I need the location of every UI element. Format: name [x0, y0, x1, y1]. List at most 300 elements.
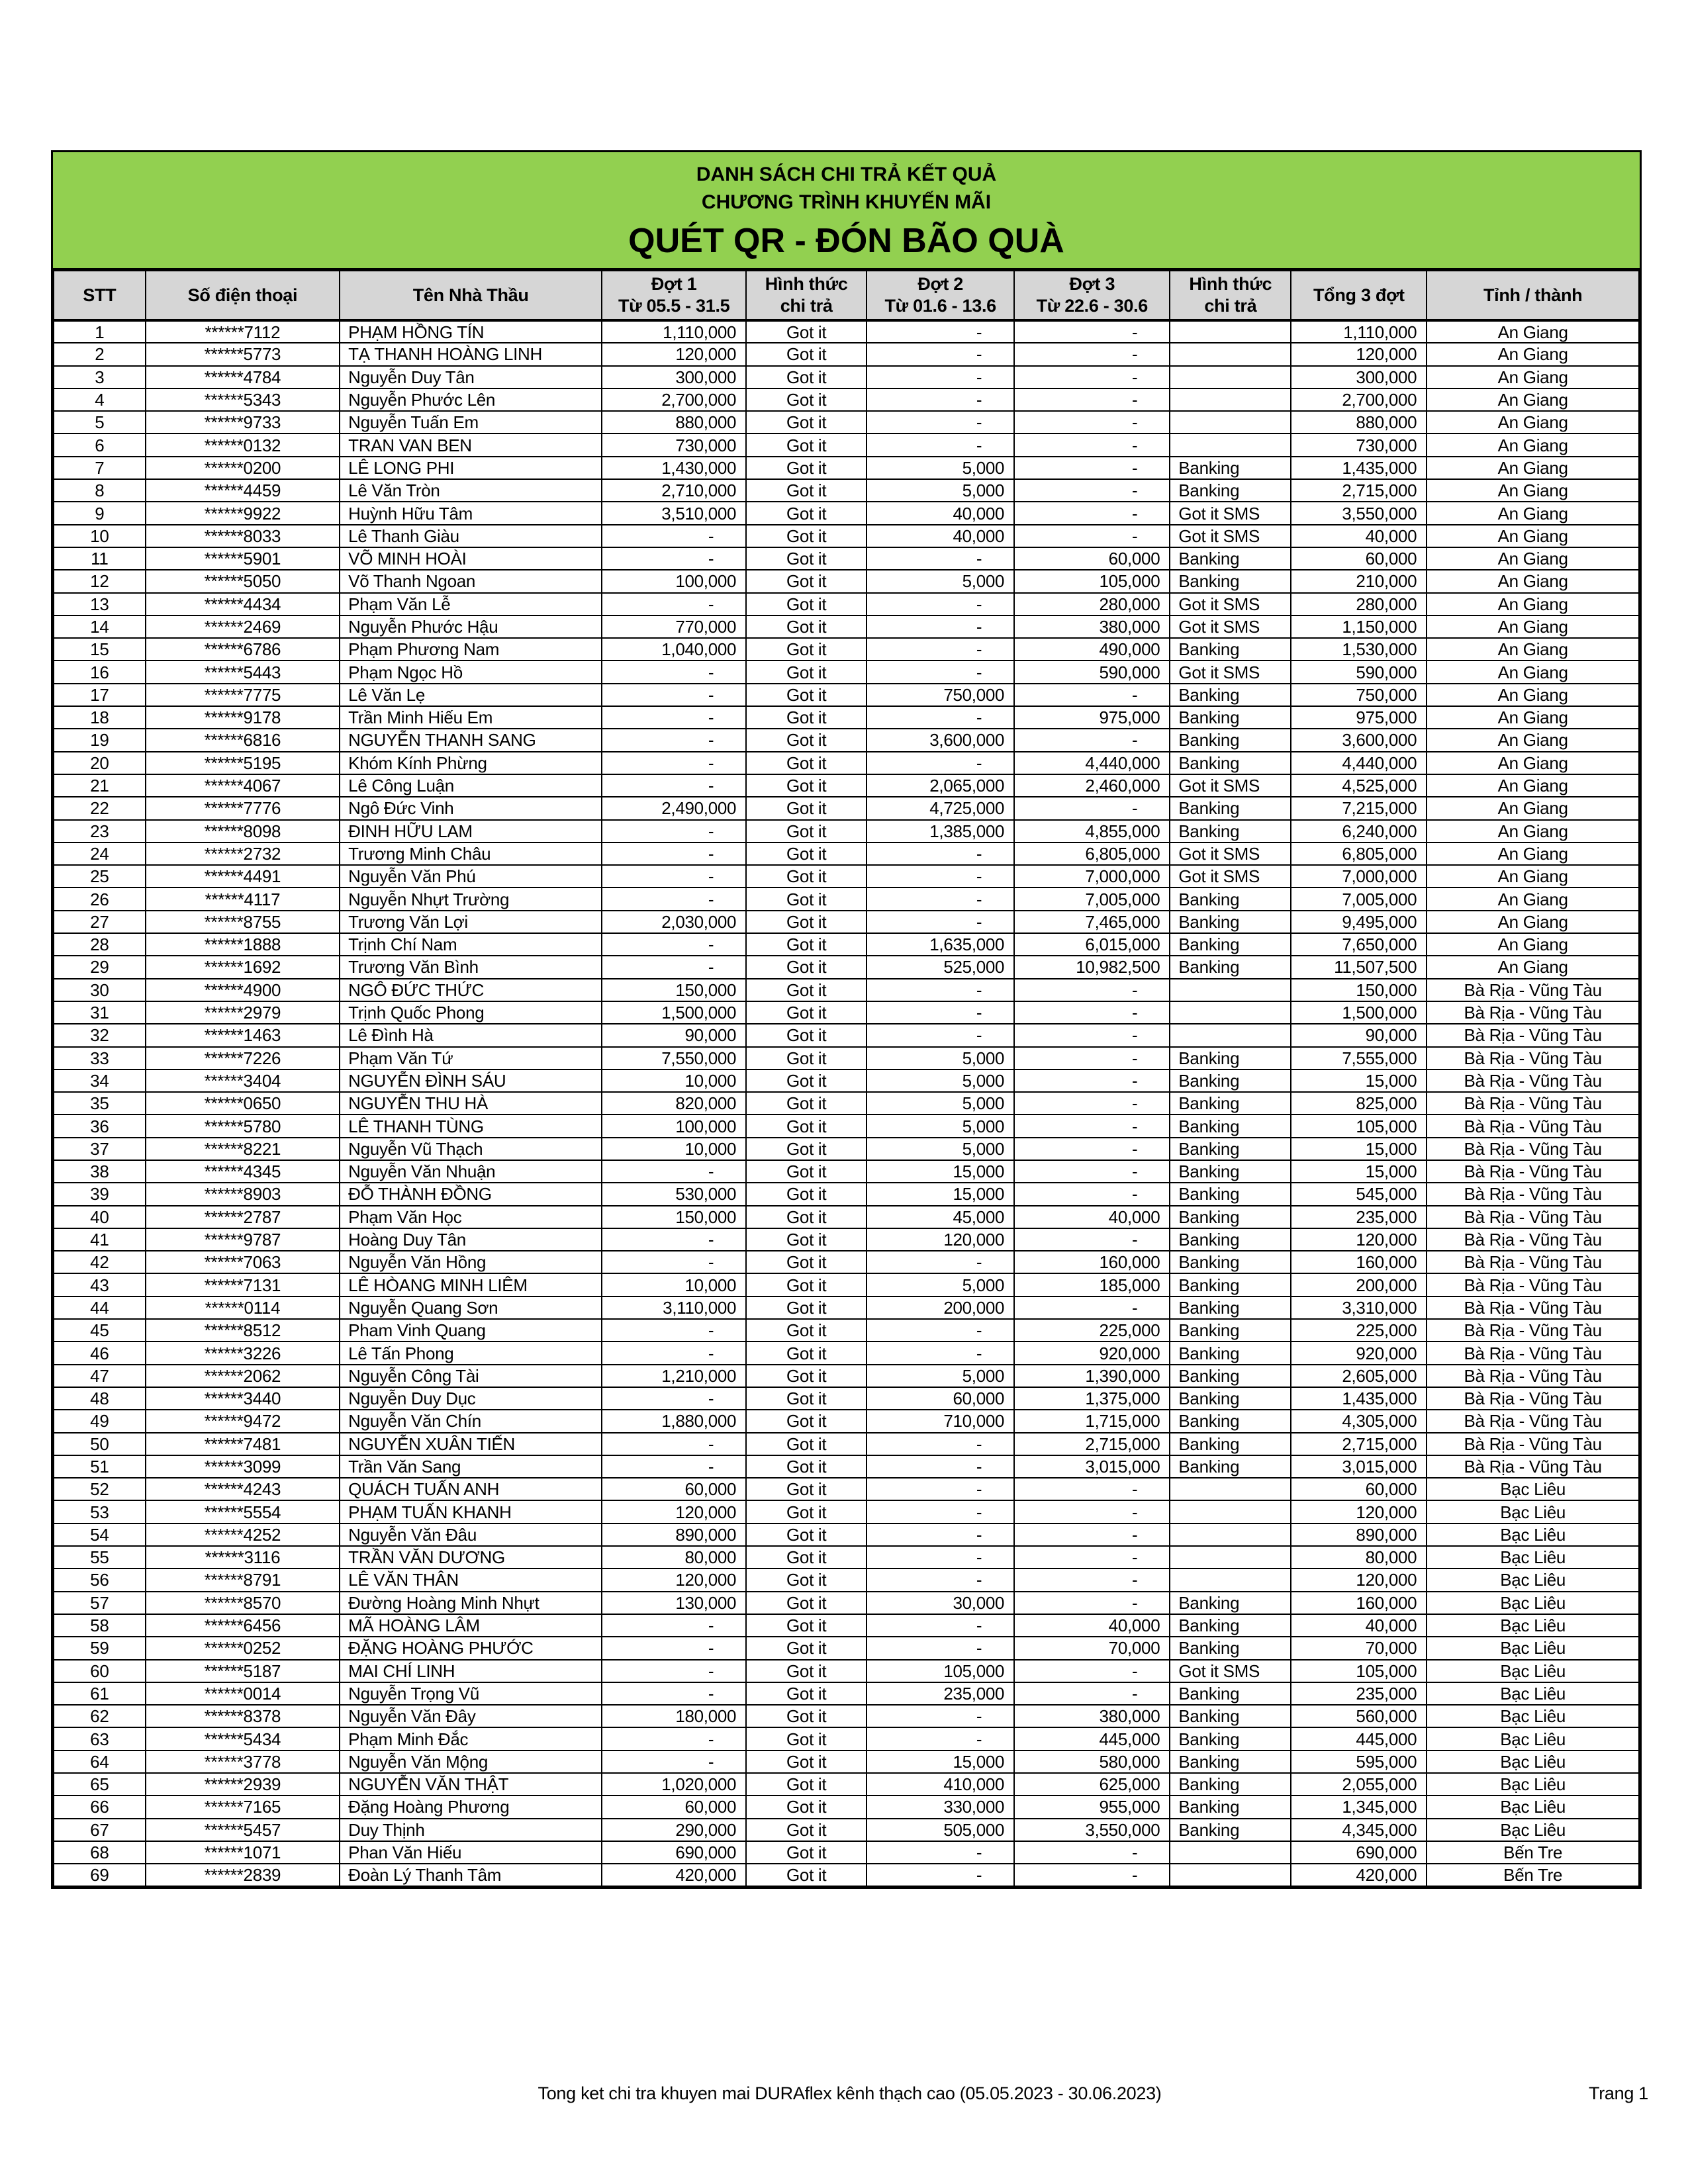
cell-phone: ******7131 — [146, 1273, 340, 1296]
cell-payment-method-2 — [1170, 411, 1291, 433]
table-row — [54, 1183, 1639, 1205]
cell-period3-amount: - — [1014, 1297, 1170, 1319]
cell-total-amount: 6,805,000 — [1291, 842, 1427, 865]
table-row — [54, 1273, 1639, 1296]
cell-payment-method-1: Got it — [746, 1500, 867, 1523]
cell-stt: 64 — [54, 1751, 146, 1773]
cell-payment-method-2: Banking — [1170, 570, 1291, 592]
cell-total-amount: 4,305,000 — [1291, 1410, 1427, 1432]
table-row — [54, 1705, 1639, 1727]
table-row — [54, 684, 1639, 706]
cell-total-amount: 60,000 — [1291, 1478, 1427, 1500]
cell-period1-amount: - — [602, 729, 746, 751]
cell-period3-amount: - — [1014, 1478, 1170, 1500]
cell-period1-amount: 10,000 — [602, 1069, 746, 1092]
cell-payment-method-1: Got it — [746, 1342, 867, 1364]
cell-period2-amount: 15,000 — [867, 1751, 1014, 1773]
cell-phone: ******3226 — [146, 1342, 340, 1364]
cell-period1-amount: 820,000 — [602, 1092, 746, 1115]
cell-period2-amount: - — [867, 842, 1014, 865]
cell-phone: ******9787 — [146, 1228, 340, 1251]
cell-payment-method-1: Got it — [746, 979, 867, 1001]
cell-payment-method-1: Got it — [746, 1819, 867, 1841]
cell-payment-method-1: Got it — [746, 1183, 867, 1205]
cell-period3-amount: - — [1014, 1001, 1170, 1024]
cell-contractor-name: Lê Văn Tròn — [340, 479, 602, 502]
cell-period2-amount: 30,000 — [867, 1592, 1014, 1614]
cell-phone: ******4345 — [146, 1160, 340, 1183]
cell-phone: ******7481 — [146, 1433, 340, 1455]
table-row — [54, 1228, 1639, 1251]
cell-total-amount: 160,000 — [1291, 1251, 1427, 1273]
cell-total-amount: 1,435,000 — [1291, 1387, 1427, 1410]
cell-payment-method-2: Banking — [1170, 1682, 1291, 1705]
cell-period2-amount: 235,000 — [867, 1682, 1014, 1705]
cell-stt: 37 — [54, 1138, 146, 1160]
cell-contractor-name: Phạm Văn Học — [340, 1206, 602, 1228]
table-row — [54, 1773, 1639, 1796]
cell-phone: ******5343 — [146, 388, 340, 411]
table-row — [54, 525, 1639, 547]
cell-period3-amount: - — [1014, 1864, 1170, 1886]
cell-payment-method-2: Banking — [1170, 684, 1291, 706]
cell-period3-amount: - — [1014, 1138, 1170, 1160]
cell-total-amount: 15,000 — [1291, 1160, 1427, 1183]
cell-payment-method-1: Got it — [746, 706, 867, 729]
cell-contractor-name: Trần Văn Sang — [340, 1455, 602, 1478]
cell-payment-method-2 — [1170, 1546, 1291, 1569]
cell-total-amount: 105,000 — [1291, 1115, 1427, 1137]
cell-province: An Giang — [1427, 547, 1639, 570]
cell-payment-method-1: Got it — [746, 774, 867, 797]
cell-stt: 9 — [54, 502, 146, 524]
cell-period1-amount: 770,000 — [602, 615, 746, 638]
cell-period1-amount: 2,710,000 — [602, 479, 746, 502]
cell-total-amount: 7,650,000 — [1291, 933, 1427, 956]
cell-province: Bà Rịa - Vũng Tàu — [1427, 1092, 1639, 1115]
cell-payment-method-2: Banking — [1170, 1297, 1291, 1319]
cell-stt: 62 — [54, 1705, 146, 1727]
cell-payment-method-1: Got it — [746, 615, 867, 638]
cell-total-amount: 2,715,000 — [1291, 1433, 1427, 1455]
cell-period3-amount: 490,000 — [1014, 638, 1170, 660]
cell-total-amount: 1,435,000 — [1291, 457, 1427, 479]
cell-phone: ******4900 — [146, 979, 340, 1001]
cell-total-amount: 2,715,000 — [1291, 479, 1427, 502]
cell-stt: 60 — [54, 1660, 146, 1682]
cell-period2-amount: - — [867, 1637, 1014, 1659]
cell-period1-amount: - — [602, 1319, 746, 1342]
cell-period1-amount: 1,880,000 — [602, 1410, 746, 1432]
cell-payment-method-2 — [1170, 433, 1291, 456]
payout-report-sheet — [51, 150, 1642, 1889]
cell-province: An Giang — [1427, 774, 1639, 797]
cell-period2-amount: 120,000 — [867, 1228, 1014, 1251]
table-row — [54, 1524, 1639, 1546]
cell-phone: ******9472 — [146, 1410, 340, 1432]
cell-period3-amount: 975,000 — [1014, 706, 1170, 729]
cell-contractor-name: Đường Hoàng Minh Nhựt — [340, 1592, 602, 1614]
cell-province: An Giang — [1427, 887, 1639, 910]
cell-period1-amount: 420,000 — [602, 1864, 746, 1886]
cell-period2-amount: 4,725,000 — [867, 797, 1014, 819]
cell-period2-amount: - — [867, 1319, 1014, 1342]
cell-period3-amount: 380,000 — [1014, 1705, 1170, 1727]
cell-payment-method-2: Banking — [1170, 1773, 1291, 1796]
cell-phone: ******0200 — [146, 457, 340, 479]
cell-payment-method-1: Got it — [746, 842, 867, 865]
cell-province: An Giang — [1427, 433, 1639, 456]
cell-phone: ******8098 — [146, 820, 340, 842]
cell-total-amount: 1,150,000 — [1291, 615, 1427, 638]
cell-payment-method-1: Got it — [746, 1546, 867, 1569]
cell-contractor-name: Hoàng Duy Tân — [340, 1228, 602, 1251]
cell-payment-method-2 — [1170, 1024, 1291, 1046]
cell-period2-amount: 2,065,000 — [867, 774, 1014, 797]
cell-period2-amount: 5,000 — [867, 1115, 1014, 1137]
cell-period2-amount: 505,000 — [867, 1819, 1014, 1841]
cell-period3-amount: 160,000 — [1014, 1251, 1170, 1273]
cell-total-amount: 120,000 — [1291, 343, 1427, 365]
cell-province: An Giang — [1427, 525, 1639, 547]
cell-period2-amount: - — [867, 1841, 1014, 1864]
cell-period3-amount: - — [1014, 729, 1170, 751]
cell-period2-amount: 5,000 — [867, 457, 1014, 479]
cell-total-amount: 7,215,000 — [1291, 797, 1427, 819]
cell-contractor-name: Phạm Ngọc Hồ — [340, 660, 602, 683]
cell-payment-method-1: Got it — [746, 1682, 867, 1705]
column-header-payment2-line1: Hình thức — [1189, 274, 1272, 294]
table-row — [54, 820, 1639, 842]
cell-province: An Giang — [1427, 457, 1639, 479]
table-row — [54, 933, 1639, 956]
cell-period1-amount: - — [602, 933, 746, 956]
cell-total-amount: 7,000,000 — [1291, 865, 1427, 887]
cell-contractor-name: MAI CHÍ LINH — [340, 1660, 602, 1682]
cell-payment-method-1: Got it — [746, 1614, 867, 1637]
cell-stt: 12 — [54, 570, 146, 592]
cell-payment-method-2: Banking — [1170, 1342, 1291, 1364]
cell-stt: 40 — [54, 1206, 146, 1228]
cell-province: Bạc Liêu — [1427, 1796, 1639, 1818]
cell-payment-method-1: Got it — [746, 525, 867, 547]
cell-payment-method-2: Banking — [1170, 1751, 1291, 1773]
cell-province: An Giang — [1427, 865, 1639, 887]
cell-period3-amount: 185,000 — [1014, 1273, 1170, 1296]
cell-stt: 28 — [54, 933, 146, 956]
cell-payment-method-2: Banking — [1170, 1614, 1291, 1637]
cell-total-amount: 40,000 — [1291, 1614, 1427, 1637]
cell-period1-amount: - — [602, 1160, 746, 1183]
table-row — [54, 1796, 1639, 1818]
cell-period1-amount: 880,000 — [602, 411, 746, 433]
cell-total-amount: 40,000 — [1291, 525, 1427, 547]
cell-payment-method-2: Got it SMS — [1170, 525, 1291, 547]
cell-contractor-name: LÊ LONG PHI — [340, 457, 602, 479]
cell-phone: ******5457 — [146, 1819, 340, 1841]
cell-province: Bà Rịa - Vũng Tàu — [1427, 1183, 1639, 1205]
cell-contractor-name: QUÁCH TUẤN ANH — [340, 1478, 602, 1500]
cell-payment-method-1: Got it — [746, 1478, 867, 1500]
cell-stt: 61 — [54, 1682, 146, 1705]
cell-total-amount: 120,000 — [1291, 1228, 1427, 1251]
cell-payment-method-1: Got it — [746, 1251, 867, 1273]
cell-payment-method-2 — [1170, 1841, 1291, 1864]
cell-payment-method-1: Got it — [746, 433, 867, 456]
cell-payment-method-1: Got it — [746, 1365, 867, 1387]
cell-contractor-name: PHẠM HỒNG TÍN — [340, 320, 602, 343]
table-row — [54, 502, 1639, 524]
table-row — [54, 1546, 1639, 1569]
cell-period1-amount: 60,000 — [602, 1796, 746, 1818]
cell-contractor-name: Phạm Minh Đắc — [340, 1727, 602, 1750]
table-row — [54, 1138, 1639, 1160]
cell-province: Bạc Liêu — [1427, 1592, 1639, 1614]
cell-period1-amount: 120,000 — [602, 1500, 746, 1523]
cell-phone: ******8512 — [146, 1319, 340, 1342]
cell-contractor-name: Nguyễn Văn Hồng — [340, 1251, 602, 1273]
cell-payment-method-1: Got it — [746, 729, 867, 751]
cell-total-amount: 1,500,000 — [1291, 1001, 1427, 1024]
cell-period1-amount: - — [602, 1614, 746, 1637]
cell-total-amount: 4,345,000 — [1291, 1819, 1427, 1841]
table-row — [54, 457, 1639, 479]
cell-province: Bạc Liêu — [1427, 1660, 1639, 1682]
cell-contractor-name: Nguyễn Vũ Thạch — [340, 1138, 602, 1160]
cell-province: Bạc Liêu — [1427, 1524, 1639, 1546]
cell-total-amount: 920,000 — [1291, 1342, 1427, 1364]
cell-payment-method-1: Got it — [746, 1115, 867, 1137]
cell-period2-amount: - — [867, 1569, 1014, 1591]
cell-province: Bạc Liêu — [1427, 1569, 1639, 1591]
cell-period1-amount: 290,000 — [602, 1819, 746, 1841]
cell-payment-method-1: Got it — [746, 1569, 867, 1591]
cell-period1-amount: 150,000 — [602, 979, 746, 1001]
cell-total-amount: 105,000 — [1291, 1660, 1427, 1682]
cell-phone: ******5187 — [146, 1660, 340, 1682]
table-row — [54, 956, 1639, 978]
cell-stt: 6 — [54, 433, 146, 456]
cell-period3-amount: 70,000 — [1014, 1637, 1170, 1659]
cell-payment-method-1: Got it — [746, 411, 867, 433]
cell-payment-method-1: Got it — [746, 887, 867, 910]
cell-total-amount: 2,605,000 — [1291, 1365, 1427, 1387]
cell-period1-amount: 120,000 — [602, 1569, 746, 1591]
cell-period1-amount: - — [602, 593, 746, 615]
cell-payment-method-2: Banking — [1170, 1069, 1291, 1092]
cell-stt: 58 — [54, 1614, 146, 1637]
cell-contractor-name: Nguyễn Tuấn Em — [340, 411, 602, 433]
cell-contractor-name: Phan Văn Hiếu — [340, 1841, 602, 1864]
cell-period3-amount: - — [1014, 525, 1170, 547]
cell-total-amount: 120,000 — [1291, 1500, 1427, 1523]
cell-period2-amount: 15,000 — [867, 1160, 1014, 1183]
column-header-period3-dates: Từ 22.6 - 30.6 — [1036, 296, 1149, 316]
cell-province: An Giang — [1427, 388, 1639, 411]
cell-period1-amount: - — [602, 1637, 746, 1659]
cell-payment-method-1: Got it — [746, 1433, 867, 1455]
cell-province: Bà Rịa - Vũng Tàu — [1427, 979, 1639, 1001]
cell-contractor-name: Nguyễn Văn Phú — [340, 865, 602, 887]
cell-period1-amount: 3,510,000 — [602, 502, 746, 524]
cell-phone: ******7112 — [146, 320, 340, 343]
cell-phone: ******7775 — [146, 684, 340, 706]
cell-stt: 17 — [54, 684, 146, 706]
cell-phone: ******8755 — [146, 911, 340, 933]
cell-contractor-name: Nguyễn Nhựt Trường — [340, 887, 602, 910]
table-row — [54, 887, 1639, 910]
cell-period2-amount: 105,000 — [867, 1660, 1014, 1682]
cell-period1-amount: 890,000 — [602, 1524, 746, 1546]
cell-period2-amount: 1,635,000 — [867, 933, 1014, 956]
table-row — [54, 1455, 1639, 1478]
cell-contractor-name: Duy Thịnh — [340, 1819, 602, 1841]
cell-period3-amount: 2,715,000 — [1014, 1433, 1170, 1455]
cell-payment-method-1: Got it — [746, 1319, 867, 1342]
cell-period2-amount: - — [867, 547, 1014, 570]
cell-payment-method-1: Got it — [746, 1047, 867, 1069]
cell-phone: ******2839 — [146, 1864, 340, 1886]
cell-period3-amount: 1,375,000 — [1014, 1387, 1170, 1410]
cell-contractor-name: Lê Đình Hà — [340, 1024, 602, 1046]
cell-period2-amount: 330,000 — [867, 1796, 1014, 1818]
cell-province: An Giang — [1427, 729, 1639, 751]
cell-period1-amount: 2,700,000 — [602, 388, 746, 411]
cell-total-amount: 160,000 — [1291, 1592, 1427, 1614]
cell-stt: 56 — [54, 1569, 146, 1591]
cell-period1-amount: 530,000 — [602, 1183, 746, 1205]
cell-payment-method-1: Got it — [746, 1773, 867, 1796]
cell-stt: 57 — [54, 1592, 146, 1614]
cell-period3-amount: 105,000 — [1014, 570, 1170, 592]
cell-period2-amount: 5,000 — [867, 1092, 1014, 1115]
cell-period2-amount: - — [867, 1546, 1014, 1569]
table-row — [54, 660, 1639, 683]
cell-period1-amount: 3,110,000 — [602, 1297, 746, 1319]
cell-province: An Giang — [1427, 366, 1639, 388]
footer-summary-text: Tong ket chi tra khuyen mai DURAflex kênh thạch cao (05.05.2023 - 30.06.2023) — [538, 2083, 1162, 2103]
cell-phone: ******4067 — [146, 774, 340, 797]
cell-period2-amount: - — [867, 638, 1014, 660]
cell-payment-method-2: Banking — [1170, 1092, 1291, 1115]
cell-period2-amount: - — [867, 1433, 1014, 1455]
cell-period3-amount: - — [1014, 1660, 1170, 1682]
cell-phone: ******4491 — [146, 865, 340, 887]
column-header-period2 — [867, 271, 1014, 320]
cell-province: Bà Rịa - Vũng Tàu — [1427, 1387, 1639, 1410]
cell-province: Bà Rịa - Vũng Tàu — [1427, 1228, 1639, 1251]
table-row — [54, 729, 1639, 751]
cell-payment-method-1: Got it — [746, 570, 867, 592]
table-row — [54, 1660, 1639, 1682]
report-title-line1: DANH SÁCH CHI TRẢ KẾT QUẢ — [696, 163, 997, 185]
cell-stt: 21 — [54, 774, 146, 797]
cell-period2-amount: - — [867, 752, 1014, 774]
cell-total-amount: 420,000 — [1291, 1864, 1427, 1886]
cell-period2-amount: - — [867, 1864, 1014, 1886]
cell-phone: ******1463 — [146, 1024, 340, 1046]
cell-period2-amount: 5,000 — [867, 479, 1014, 502]
cell-total-amount: 11,507,500 — [1291, 956, 1427, 978]
cell-payment-method-1: Got it — [746, 1228, 867, 1251]
cell-payment-method-1: Got it — [746, 1660, 867, 1682]
cell-payment-method-2: Banking — [1170, 1047, 1291, 1069]
cell-contractor-name: TẠ THANH HOÀNG LINH — [340, 343, 602, 365]
cell-province: Bà Rịa - Vũng Tàu — [1427, 1069, 1639, 1092]
cell-total-amount: 880,000 — [1291, 411, 1427, 433]
table-row — [54, 388, 1639, 411]
cell-period1-amount: - — [602, 1455, 746, 1478]
column-header-contractor-name: Tên Nhà Thầu — [340, 271, 602, 320]
cell-contractor-name: TRAN VAN BEN — [340, 433, 602, 456]
column-header-period2-title: Đợt 2 — [917, 274, 964, 294]
cell-period2-amount: 40,000 — [867, 525, 1014, 547]
cell-payment-method-1: Got it — [746, 343, 867, 365]
cell-period3-amount: - — [1014, 797, 1170, 819]
cell-stt: 32 — [54, 1024, 146, 1046]
cell-period2-amount: 525,000 — [867, 956, 1014, 978]
cell-phone: ******7776 — [146, 797, 340, 819]
cell-contractor-name: Trịnh Chí Nam — [340, 933, 602, 956]
cell-province: An Giang — [1427, 684, 1639, 706]
cell-total-amount: 4,525,000 — [1291, 774, 1427, 797]
header-row — [54, 271, 1639, 320]
cell-stt: 45 — [54, 1319, 146, 1342]
cell-contractor-name: Trịnh Quốc Phong — [340, 1001, 602, 1024]
cell-phone: ******4434 — [146, 593, 340, 615]
cell-stt: 44 — [54, 1297, 146, 1319]
cell-period2-amount: 200,000 — [867, 1297, 1014, 1319]
cell-payment-method-2 — [1170, 1001, 1291, 1024]
cell-province: Bạc Liêu — [1427, 1614, 1639, 1637]
cell-stt: 1 — [54, 320, 146, 343]
cell-province: Bà Rịa - Vũng Tàu — [1427, 1410, 1639, 1432]
cell-payment-method-1: Got it — [746, 1297, 867, 1319]
cell-contractor-name: PHẠM TUẤN KHANH — [340, 1500, 602, 1523]
cell-period3-amount: 625,000 — [1014, 1773, 1170, 1796]
payout-table-body — [54, 320, 1639, 1886]
table-row — [54, 774, 1639, 797]
table-row — [54, 1637, 1639, 1659]
cell-province: Bạc Liêu — [1427, 1546, 1639, 1569]
cell-payment-method-2: Banking — [1170, 1365, 1291, 1387]
cell-total-amount: 545,000 — [1291, 1183, 1427, 1205]
cell-stt: 30 — [54, 979, 146, 1001]
table-row — [54, 1206, 1639, 1228]
column-header-payment1-line1: Hình thức — [765, 274, 848, 294]
cell-stt: 3 — [54, 366, 146, 388]
cell-total-amount: 7,005,000 — [1291, 887, 1427, 910]
cell-payment-method-2: Banking — [1170, 1819, 1291, 1841]
cell-payment-method-2: Banking — [1170, 1433, 1291, 1455]
cell-period3-amount: - — [1014, 1682, 1170, 1705]
cell-payment-method-1: Got it — [746, 1092, 867, 1115]
cell-province: An Giang — [1427, 956, 1639, 978]
cell-phone: ******4252 — [146, 1524, 340, 1546]
cell-stt: 47 — [54, 1365, 146, 1387]
cell-period3-amount: - — [1014, 1841, 1170, 1864]
table-row — [54, 1069, 1639, 1092]
column-header-period1-dates: Từ 05.5 - 31.5 — [618, 296, 730, 316]
cell-stt: 13 — [54, 593, 146, 615]
cell-payment-method-1: Got it — [746, 956, 867, 978]
cell-period3-amount: 280,000 — [1014, 593, 1170, 615]
cell-contractor-name: NGUYỄN VĂN THẬT — [340, 1773, 602, 1796]
cell-total-amount: 590,000 — [1291, 660, 1427, 683]
cell-payment-method-1: Got it — [746, 1001, 867, 1024]
cell-period3-amount: 920,000 — [1014, 1342, 1170, 1364]
table-row — [54, 1864, 1639, 1886]
